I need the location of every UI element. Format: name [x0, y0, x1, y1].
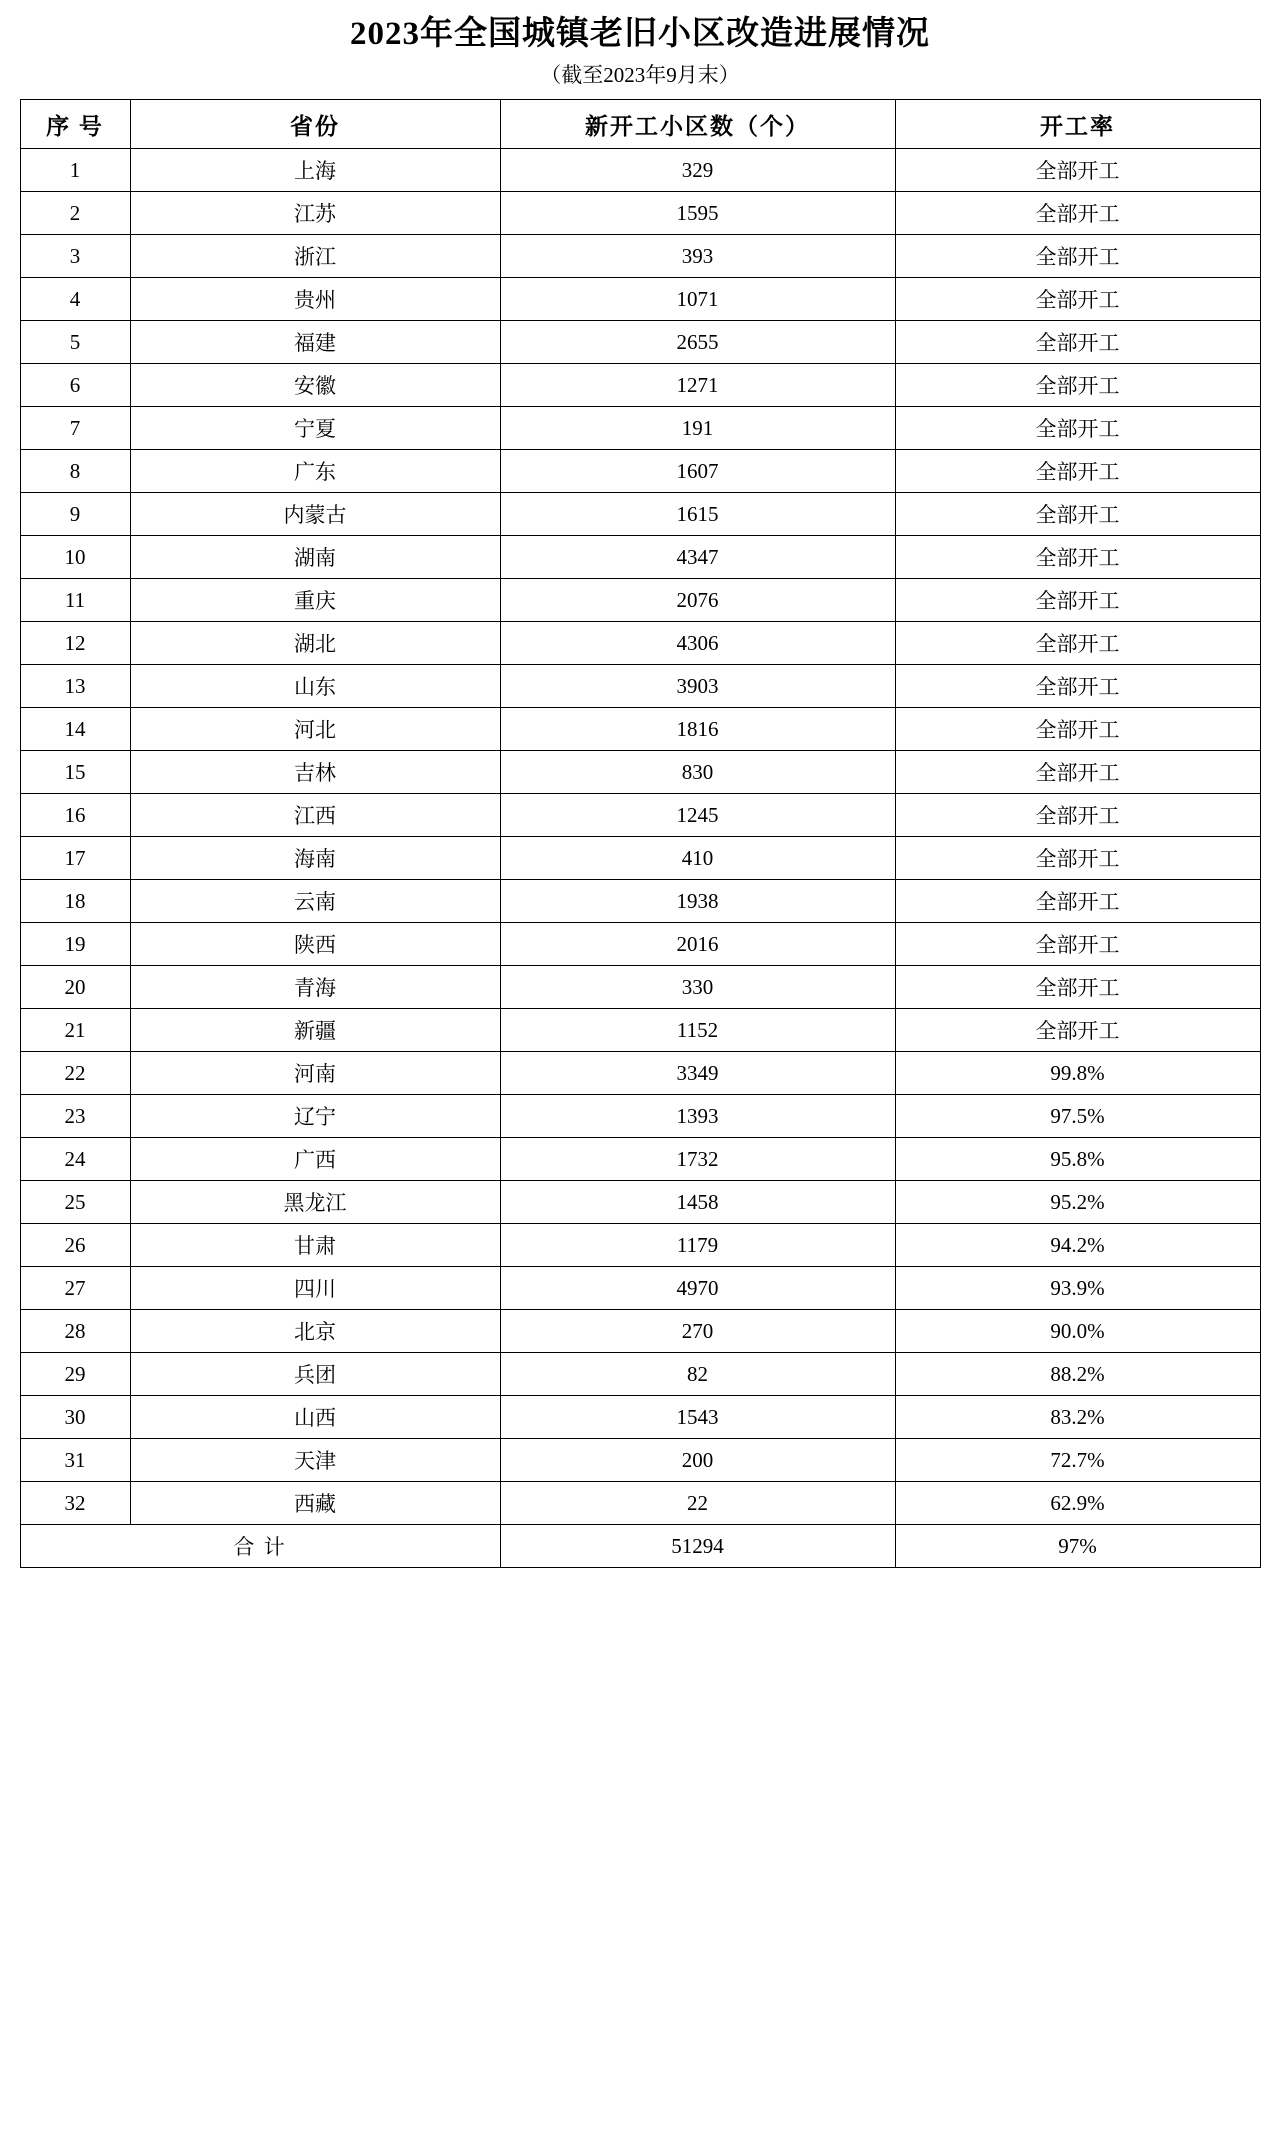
cell-province: 四川: [130, 1267, 500, 1310]
cell-index: 28: [20, 1310, 130, 1353]
cell-province: 云南: [130, 880, 500, 923]
table-row: [20, 278, 1260, 321]
cell-count: 4347: [500, 536, 895, 579]
cell-index: 4: [20, 278, 130, 321]
column-header-count: 新开工小区数（个）: [500, 100, 895, 149]
cell-index: 22: [20, 1052, 130, 1095]
table-row: [20, 880, 1260, 923]
cell-province: 河南: [130, 1052, 500, 1095]
cell-rate: 全部开工: [895, 364, 1260, 407]
cell-province: 河北: [130, 708, 500, 751]
cell-province: 安徽: [130, 364, 500, 407]
cell-province: 青海: [130, 966, 500, 1009]
renovation-progress-table: [20, 99, 1261, 1568]
cell-province: 新疆: [130, 1009, 500, 1052]
cell-province: 吉林: [130, 751, 500, 794]
cell-province: 江苏: [130, 192, 500, 235]
table-row: [20, 665, 1260, 708]
cell-province: 重庆: [130, 579, 500, 622]
table-row: [20, 1009, 1260, 1052]
cell-province: 天津: [130, 1439, 500, 1482]
table-header-row: [20, 100, 1260, 149]
table-row: [20, 1181, 1260, 1224]
cell-province: 宁夏: [130, 407, 500, 450]
page-subtitle: （截至2023年9月末）: [540, 63, 740, 88]
cell-rate: 全部开工: [895, 622, 1260, 665]
cell-province: 内蒙古: [130, 493, 500, 536]
cell-province: 甘肃: [130, 1224, 500, 1267]
column-header-province: 省份: [130, 100, 500, 149]
table-row: [20, 450, 1260, 493]
table-row: [20, 622, 1260, 665]
cell-count: 393: [500, 235, 895, 278]
cell-rate: 72.7%: [895, 1439, 1260, 1482]
cell-index: 23: [20, 1095, 130, 1138]
cell-rate: 83.2%: [895, 1396, 1260, 1439]
cell-index: 12: [20, 622, 130, 665]
cell-count: 1271: [500, 364, 895, 407]
table-row: [20, 149, 1260, 192]
cell-count: 1245: [500, 794, 895, 837]
table-row: [20, 923, 1260, 966]
cell-count: 1816: [500, 708, 895, 751]
table-row: [20, 751, 1260, 794]
cell-province: 陕西: [130, 923, 500, 966]
cell-rate: 全部开工: [895, 665, 1260, 708]
cell-index: 5: [20, 321, 130, 364]
table-row: [20, 493, 1260, 536]
cell-count: 330: [500, 966, 895, 1009]
table-row: [20, 1267, 1260, 1310]
cell-index: 1: [20, 149, 130, 192]
total-rate: 97%: [895, 1525, 1260, 1568]
cell-province: 山西: [130, 1396, 500, 1439]
table-row: [20, 407, 1260, 450]
cell-rate: 99.8%: [895, 1052, 1260, 1095]
table-row: [20, 708, 1260, 751]
cell-count: 1458: [500, 1181, 895, 1224]
cell-rate: 全部开工: [895, 235, 1260, 278]
cell-count: 191: [500, 407, 895, 450]
cell-count: 1732: [500, 1138, 895, 1181]
table-row: [20, 235, 1260, 278]
cell-count: 410: [500, 837, 895, 880]
cell-count: 270: [500, 1310, 895, 1353]
cell-province: 广东: [130, 450, 500, 493]
table-row: [20, 1482, 1260, 1525]
cell-rate: 88.2%: [895, 1353, 1260, 1396]
cell-count: 1179: [500, 1224, 895, 1267]
cell-count: 1607: [500, 450, 895, 493]
cell-rate: 90.0%: [895, 1310, 1260, 1353]
total-label: 合 计: [20, 1525, 500, 1568]
cell-index: 2: [20, 192, 130, 235]
table-row: [20, 1095, 1260, 1138]
cell-index: 26: [20, 1224, 130, 1267]
table-row: [20, 1439, 1260, 1482]
cell-index: 13: [20, 665, 130, 708]
cell-rate: 全部开工: [895, 880, 1260, 923]
table-row: [20, 966, 1260, 1009]
cell-rate: 全部开工: [895, 278, 1260, 321]
cell-province: 浙江: [130, 235, 500, 278]
cell-index: 19: [20, 923, 130, 966]
table-row: [20, 536, 1260, 579]
cell-index: 17: [20, 837, 130, 880]
table-row: [20, 1310, 1260, 1353]
title-block: [0, 0, 1280, 99]
cell-count: 830: [500, 751, 895, 794]
cell-count: 2655: [500, 321, 895, 364]
cell-rate: 62.9%: [895, 1482, 1260, 1525]
cell-province: 湖北: [130, 622, 500, 665]
cell-count: 329: [500, 149, 895, 192]
cell-rate: 93.9%: [895, 1267, 1260, 1310]
cell-count: 4306: [500, 622, 895, 665]
cell-rate: 全部开工: [895, 751, 1260, 794]
cell-count: 2016: [500, 923, 895, 966]
cell-index: 25: [20, 1181, 130, 1224]
cell-rate: 95.2%: [895, 1181, 1260, 1224]
table-row: [20, 192, 1260, 235]
total-count: 51294: [500, 1525, 895, 1568]
cell-index: 6: [20, 364, 130, 407]
cell-index: 30: [20, 1396, 130, 1439]
table-row: [20, 1396, 1260, 1439]
cell-rate: 94.2%: [895, 1224, 1260, 1267]
table-total-row: [20, 1525, 1260, 1568]
cell-province: 辽宁: [130, 1095, 500, 1138]
cell-count: 82: [500, 1353, 895, 1396]
cell-index: 15: [20, 751, 130, 794]
cell-index: 3: [20, 235, 130, 278]
cell-index: 29: [20, 1353, 130, 1396]
cell-province: 黑龙江: [130, 1181, 500, 1224]
table-row: [20, 1052, 1260, 1095]
cell-index: 9: [20, 493, 130, 536]
cell-index: 7: [20, 407, 130, 450]
cell-rate: 全部开工: [895, 450, 1260, 493]
cell-province: 北京: [130, 1310, 500, 1353]
column-header-rate: 开工率: [895, 100, 1260, 149]
table-head: [20, 100, 1260, 149]
table-row: [20, 1224, 1260, 1267]
cell-count: 3903: [500, 665, 895, 708]
cell-province: 广西: [130, 1138, 500, 1181]
cell-rate: 97.5%: [895, 1095, 1260, 1138]
cell-rate: 全部开工: [895, 923, 1260, 966]
cell-count: 1938: [500, 880, 895, 923]
cell-rate: 全部开工: [895, 708, 1260, 751]
column-header-index: 序 号: [20, 100, 130, 149]
cell-rate: 全部开工: [895, 536, 1260, 579]
cell-count: 2076: [500, 579, 895, 622]
cell-index: 24: [20, 1138, 130, 1181]
table-body: [20, 149, 1260, 1525]
cell-province: 山东: [130, 665, 500, 708]
cell-rate: 全部开工: [895, 192, 1260, 235]
table-row: [20, 837, 1260, 880]
cell-rate: 全部开工: [895, 407, 1260, 450]
cell-province: 西藏: [130, 1482, 500, 1525]
cell-province: 湖南: [130, 536, 500, 579]
cell-index: 27: [20, 1267, 130, 1310]
cell-index: 11: [20, 579, 130, 622]
cell-province: 海南: [130, 837, 500, 880]
table-row: [20, 1353, 1260, 1396]
cell-rate: 全部开工: [895, 1009, 1260, 1052]
cell-rate: 全部开工: [895, 794, 1260, 837]
cell-province: 兵团: [130, 1353, 500, 1396]
cell-rate: 全部开工: [895, 493, 1260, 536]
cell-province: 贵州: [130, 278, 500, 321]
cell-rate: 全部开工: [895, 579, 1260, 622]
table-row: [20, 579, 1260, 622]
cell-count: 1071: [500, 278, 895, 321]
cell-count: 1595: [500, 192, 895, 235]
cell-count: 1393: [500, 1095, 895, 1138]
cell-index: 31: [20, 1439, 130, 1482]
cell-index: 16: [20, 794, 130, 837]
cell-index: 18: [20, 880, 130, 923]
cell-province: 江西: [130, 794, 500, 837]
cell-rate: 全部开工: [895, 966, 1260, 1009]
cell-count: 1543: [500, 1396, 895, 1439]
table-row: [20, 364, 1260, 407]
cell-count: 3349: [500, 1052, 895, 1095]
cell-count: 1615: [500, 493, 895, 536]
table-row: [20, 321, 1260, 364]
cell-count: 200: [500, 1439, 895, 1482]
cell-province: 福建: [130, 321, 500, 364]
cell-index: 21: [20, 1009, 130, 1052]
cell-rate: 全部开工: [895, 837, 1260, 880]
table-foot: [20, 1525, 1260, 1568]
cell-rate: 全部开工: [895, 149, 1260, 192]
cell-count: 22: [500, 1482, 895, 1525]
cell-rate: 95.8%: [895, 1138, 1260, 1181]
cell-count: 4970: [500, 1267, 895, 1310]
cell-index: 14: [20, 708, 130, 751]
cell-index: 20: [20, 966, 130, 1009]
cell-province: 上海: [130, 149, 500, 192]
table-row: [20, 794, 1260, 837]
cell-index: 8: [20, 450, 130, 493]
cell-index: 10: [20, 536, 130, 579]
cell-index: 32: [20, 1482, 130, 1525]
page-title: 2023年全国城镇老旧小区改造进展情况: [350, 16, 930, 52]
table-row: [20, 1138, 1260, 1181]
cell-count: 1152: [500, 1009, 895, 1052]
cell-rate: 全部开工: [895, 321, 1260, 364]
